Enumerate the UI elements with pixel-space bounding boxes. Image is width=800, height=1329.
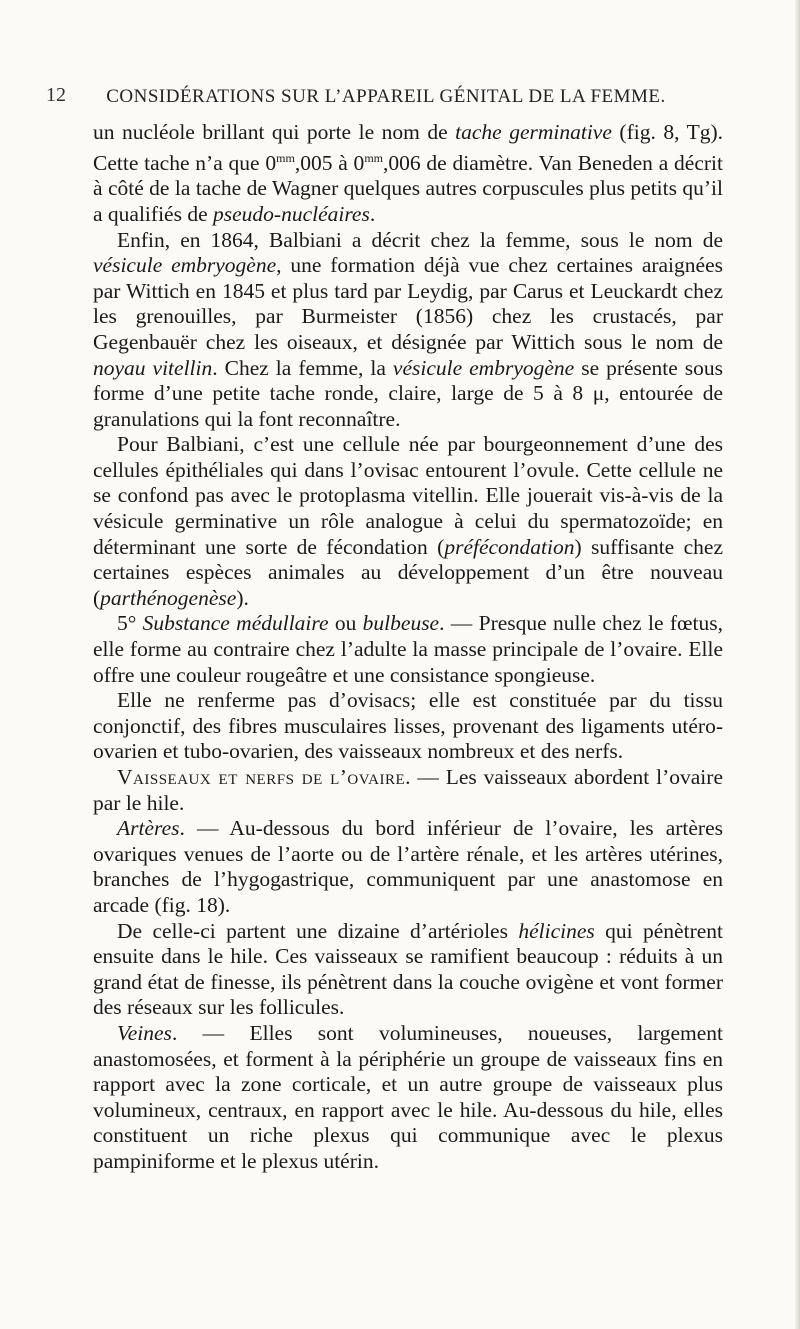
paragraph-tache-germinative [93, 120, 723, 228]
body-text [93, 120, 723, 1175]
text-run: , une formation déjà vue chez certaines araignées par Wittich en 1845 et plus tard par Leydig, par Carus et Leuckardt chez les grenouilles, par Burmeister (1856) chez les crustacés, par Gegenbauër chez les oiseaux, et désignée par Wittich sous le nom de [93, 253, 723, 354]
text-run: Elle ne renferme pas d’ovisacs; elle est constituée par du tissu conjonctif, des fibres musculaires lisses, provenant des ligaments utéro-ovarien et tubo-ovarien, des vaisseaux nombreux et des nerfs. [93, 688, 723, 764]
text-run: se présente sous forme d’une petite tache ronde, claire, large de 5 à 8 μ, entourée de granulations qui la font reconnaître. [93, 355, 723, 431]
unit-superscript: mm [364, 150, 383, 165]
text-run: De celle-ci partent une dizaine d’artérioles [117, 918, 519, 943]
text-run: Pour Balbiani, c’est une cellule née par bourgeonnement d’une des cellules épithéliales qui dans l’ovisac entourent l’ovule. Cette cellule ne se confond pas avec le protoplasma vitellin. Elle jouerait vis-à-vis de la vésicule germinative un rôle analogue à celui du spermatozoïde; en déterminant une sorte de fécondation ( [93, 432, 723, 559]
running-header: CONSIDÉRATIONS SUR L’APPAREIL GÉNITAL DE LA FEMME. [106, 86, 666, 107]
italic-heading: Artères [117, 816, 180, 841]
paragraph-vesicule-embryogene [93, 228, 723, 433]
text-run: ). [236, 585, 249, 610]
italic-term: Substance médullaire [142, 611, 329, 636]
italic-term: hélicines [518, 918, 595, 943]
unit-superscript: mm [276, 150, 295, 165]
page-edge-shadow [794, 0, 800, 1329]
italic-term: vésicule embryogène [93, 253, 277, 278]
text-run: ) suffisante chez certaines espèces animales au développement d’un être nouveau ( [93, 534, 723, 610]
italic-term: parthénogenèse [100, 585, 237, 610]
italic-term: tache germinative [455, 120, 612, 144]
paragraph-arterioles-helicines [93, 919, 723, 1021]
text-run: . — Les vaisseaux abordent l’ovaire par le hile. [93, 765, 723, 815]
paragraph-vaisseaux-nerfs [93, 765, 723, 816]
text-run: . — Au-dessous du bord inférieur de l’ovaire, les artères ovariques venues de l’aorte ou de l’artère rénale, et les artères utérines, branches de l’hygogastrique, communiquent par une anastomose en arcade (fig. 18). [93, 816, 723, 917]
text-run: . — Presque nulle chez le fœtus, elle forme au contraire chez l’adulte la masse principale de l’ovaire. Elle offre une couleur rougeâtre et une consistance spongieuse. [93, 611, 724, 687]
italic-term: pseudo-nucléaires [213, 201, 370, 226]
paragraph-ovisacs [93, 688, 723, 765]
page-number: 12 [46, 84, 66, 106]
section-heading: Vaisseaux et nerfs de l’ovaire [117, 765, 406, 789]
italic-term: préfécondation [444, 534, 575, 559]
text-run: . Chez la femme, la [212, 355, 393, 380]
italic-term: noyau vitellin [93, 355, 213, 380]
italic-term: bulbeuse [362, 611, 440, 636]
paragraph-arteres [93, 816, 723, 918]
text-run: ou [328, 611, 363, 636]
text-run: ,005 à 0 [294, 150, 365, 175]
text-run: qui pénètrent ensuite dans le hile. Ces vaisseaux se ramifient beaucoup : réduits à un grand état de finesse, ils pénètrent dans la couche ovigène et vont former des réseaux sur les follicules. [93, 918, 723, 1020]
text-run: Enfin, en 1864, Balbiani a décrit chez la femme, sous le nom de [117, 227, 723, 252]
text-run: . [369, 201, 376, 226]
italic-heading: Veines [117, 1020, 172, 1045]
italic-term: vésicule embryogène [392, 355, 575, 380]
paragraph-balbiani [93, 432, 723, 611]
paragraph-substance-medullaire [93, 611, 723, 688]
paragraph-veines [93, 1021, 723, 1175]
text-run: 5° [117, 611, 143, 636]
text-run: (fig. 8, Tg). Cette tache n’a que 0 [93, 120, 723, 175]
text-run: ,006 de diamètre. Van Beneden a décrit à côté de la tache de Wagner quelques autres corpuscules plus petits qu’il a qualifiés de [93, 150, 723, 226]
text-run: un nucléole brillant qui porte le nom de [93, 120, 456, 144]
text-run: . — Elles sont volumineuses, noueuses, largement anastomosées, et forment à la périphérie un groupe de vaisseaux fins en rapport avec la zone corticale, et un autre groupe de vaisseaux plus volumineux, centraux, en rapport avec le hile. Au-dessous du hile, elles constituent un riche plexus qui communique avec le plexus pampiniforme et le plexus utérin. [93, 1020, 723, 1173]
